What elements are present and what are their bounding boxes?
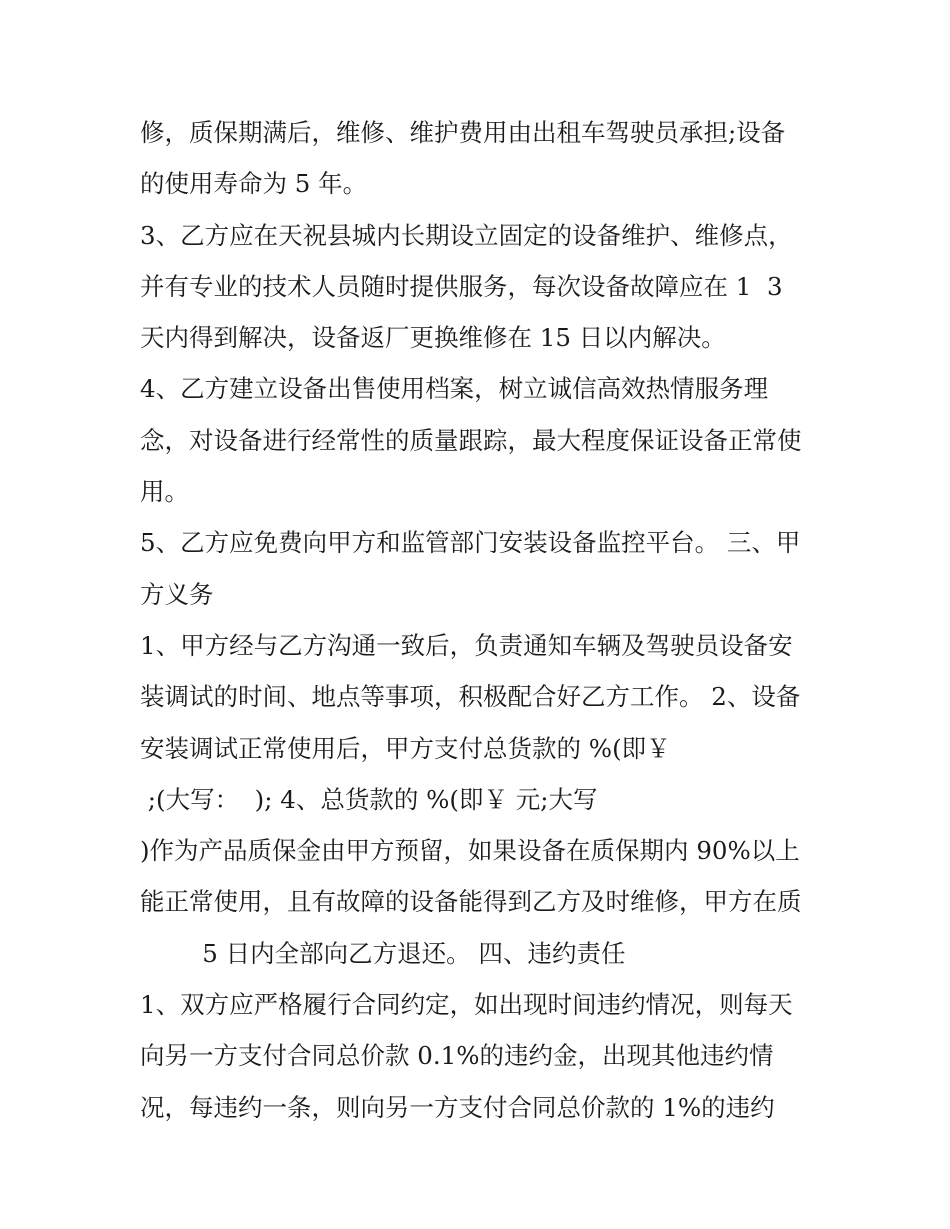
text-line: 的使用寿命为 5 年。	[140, 169, 368, 199]
contract-text-block	[140, 107, 840, 1133]
text-line: ;(大写： ); 4、总货款的 %(即￥ 元;大写	[140, 784, 598, 814]
text-line: 3、乙方应在天祝县城内长期设立固定的设备维护、维修点，	[140, 220, 793, 250]
text-line: 5、乙方应免费向甲方和监管部门安装设备监控平台。 三、甲	[140, 528, 801, 558]
text-line: 安装调试正常使用后，甲方支付总货款的 %(即￥	[140, 733, 671, 763]
text-line: 5 日内全部向乙方退还。 四、违约责任	[140, 938, 626, 968]
text-line: 用。	[140, 477, 189, 507]
text-line: 向另一方支付合同总价款 0.1%的违约金，出现其他违约情	[140, 1041, 774, 1071]
text-line: 修，质保期满后，维修、维护费用由出租车驾驶员承担;设备	[140, 118, 786, 147]
text-line: 1、双方应严格履行合同约定，如出现时间违约情况，则每天	[140, 990, 793, 1020]
text-line: )作为产品质保金由甲方预留，如果设备在质保期内 90%以上	[140, 836, 800, 866]
text-line: 1、甲方经与乙方沟通一致后，负责通知车辆及驾驶员设备安	[140, 630, 793, 660]
text-line: 况，每违约一条，则向另一方支付合同总价款的 1%的违约	[140, 1092, 775, 1122]
text-line: 并有专业的技术人员随时提供服务，每次设备故障应在 1 3	[140, 271, 783, 301]
text-line: 能正常使用，且有故障的设备能得到乙方及时维修，甲方在质	[140, 887, 802, 917]
text-line: 天内得到解决，设备返厂更换维修在 15 日以内解决。	[140, 323, 726, 353]
text-line: 方义务	[140, 579, 214, 609]
text-line: 念，对设备进行经常性的质量跟踪，最大程度保证设备正常使	[140, 425, 802, 455]
text-line: 4、乙方建立设备出售使用档案，树立诚信高效热情服务理	[140, 374, 769, 404]
text-line: 装调试的时间、地点等事项，积极配合好乙方工作。 2、设备	[140, 682, 801, 712]
